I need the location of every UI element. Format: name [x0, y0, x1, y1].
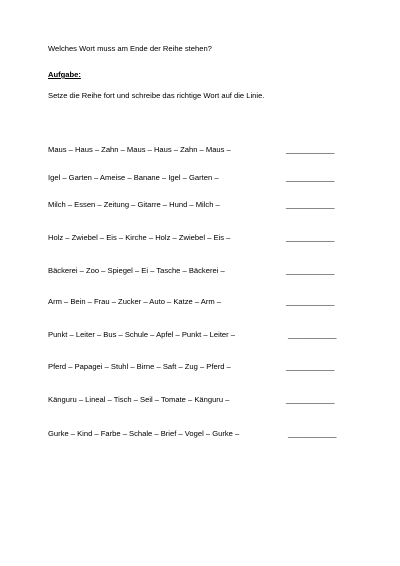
- sequence-row-8: [48, 362, 358, 372]
- answer-line[interactable]: ____________: [286, 200, 335, 209]
- sequence-row-6: [48, 297, 358, 307]
- sequence-text: Igel – Garten – Ameise – Banane – Igel – Garten –: [48, 173, 219, 182]
- answer-line[interactable]: ____________: [286, 266, 335, 275]
- answer-line[interactable]: ____________: [288, 429, 337, 438]
- answer-line[interactable]: ____________: [286, 145, 335, 154]
- sequence-row-5: [48, 266, 358, 276]
- sequence-text: Arm – Bein – Frau – Zucker – Auto – Katze – Arm –: [48, 297, 222, 306]
- answer-line[interactable]: ____________: [286, 362, 335, 371]
- sequence-row-7: [48, 330, 358, 340]
- sequence-text: Känguru – Lineal – Tisch – Seil – Tomate – Känguru –: [48, 395, 230, 404]
- sequence-row-1: [48, 145, 358, 155]
- question-text: Welches Wort muss am Ende der Reihe stehen?: [48, 44, 212, 53]
- task-heading: Aufgabe:: [48, 70, 81, 79]
- sequence-text: Bäckerei – Zoo – Spiegel – Ei – Tasche – Bäckerei –: [48, 266, 225, 275]
- sequence-text: Holz – Zwiebel – Eis – Kirche – Holz – Zwiebel – Eis –: [48, 233, 231, 242]
- sequence-row-10: [48, 429, 358, 439]
- sequence-text: Gurke – Kind – Farbe – Schale – Brief – Vogel – Gurke –: [48, 429, 240, 438]
- sequence-text: Maus – Haus – Zahn – Maus – Haus – Zahn – Maus –: [48, 145, 231, 154]
- sequence-row-2: [48, 173, 358, 183]
- sequence-row-9: [48, 395, 358, 405]
- answer-line[interactable]: ____________: [286, 173, 335, 182]
- sequence-text: Punkt – Leiter – Bus – Schule – Apfel – Punkt – Leiter –: [48, 330, 236, 339]
- answer-line[interactable]: ____________: [286, 233, 335, 242]
- answer-line[interactable]: ____________: [288, 330, 337, 339]
- sequence-row-4: [48, 233, 358, 243]
- sequence-text: Milch – Essen – Zeitung – Gitarre – Hund – Milch –: [48, 200, 220, 209]
- answer-line[interactable]: ____________: [286, 395, 335, 404]
- answer-line[interactable]: ____________: [286, 297, 335, 306]
- sequence-text: Pferd – Papagei – Stuhl – Birne – Saft – Zug – Pferd –: [48, 362, 231, 371]
- instruction-text: Setze die Reihe fort und schreibe das richtige Wort auf die Linie.: [48, 91, 265, 100]
- sequence-row-3: [48, 200, 358, 210]
